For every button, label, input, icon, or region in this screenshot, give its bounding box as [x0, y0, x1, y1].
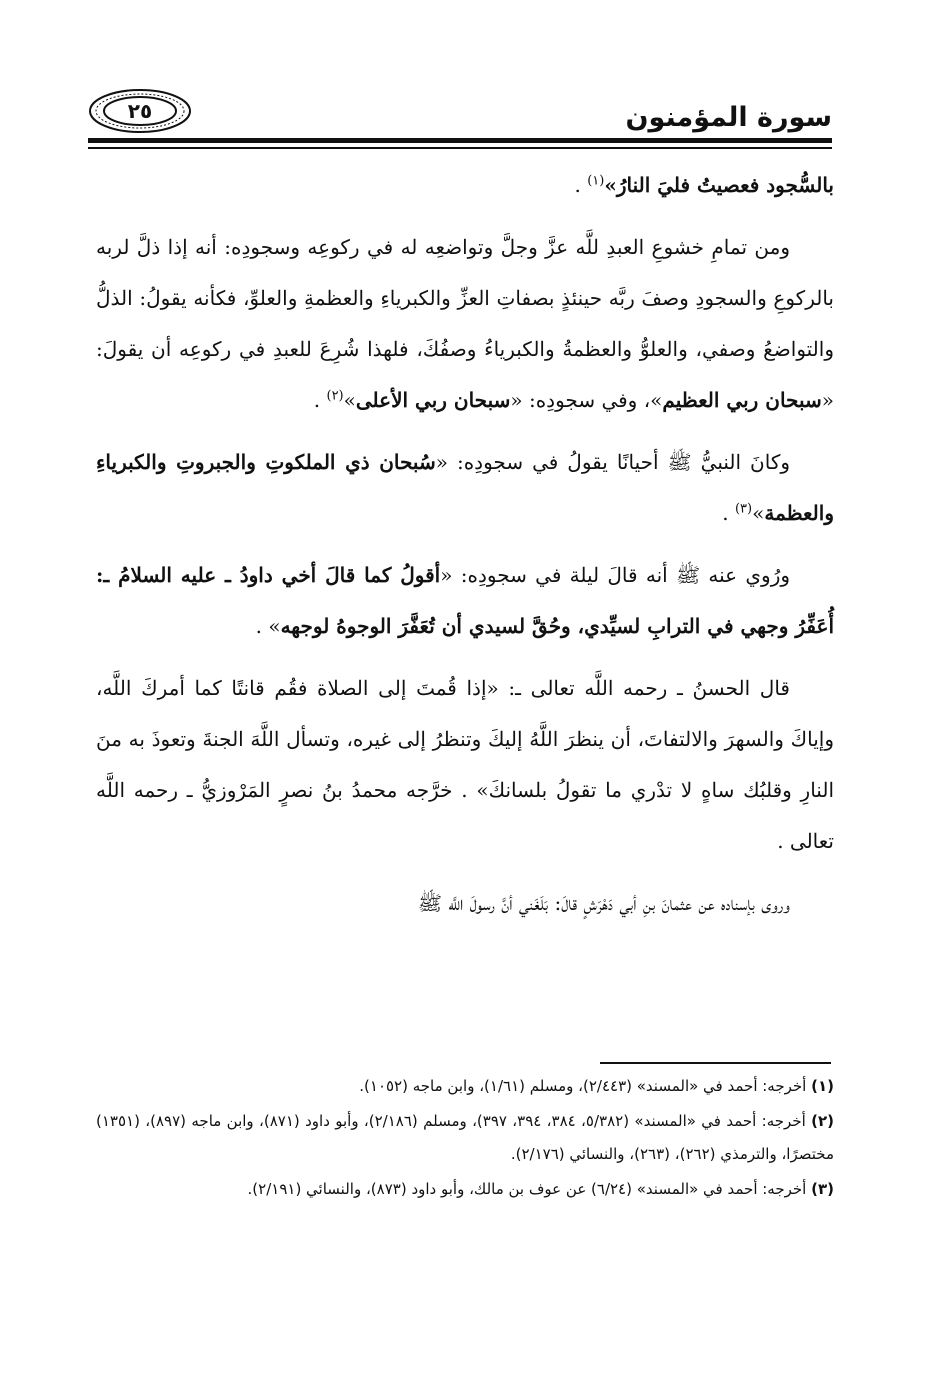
footnotes: [96, 1070, 834, 1208]
footnote-ref-3[interactable]: (٣): [734, 501, 753, 517]
paragraph-5: قال الحسنُ ـ رحمه اللَّه تعالى ـ: «إذا قُمتَ إلى الصلاة فقُم قانتًا كما أمركَ اللَّه، وإياكَ والسهرَ والالتفاتَ، أن ينظرَ اللَّهُ إليكَ وتنظرُ إلى غيره، وتسأل اللَّهَ الجنةَ وتعوذَ به منَ النارِ وقلبُك ساهٍ لا تدْري ما تقولُ بلسانكَ» . خرَّجه محمدُ بنُ نصرٍ المَرْوزيُّ ـ رحمه اللَّه تعالى .: [96, 676, 834, 853]
paragraph-2: [96, 222, 834, 426]
dhikr-quote: سبحان ربي الأعلى: [355, 388, 511, 412]
footnote-number: (٣): [811, 1180, 834, 1198]
dhikr-quote: سُبحان ذي الملكوتِ والجبروتِ والكبرياءِ والعظمة: [96, 450, 834, 525]
text-run: »: [752, 501, 765, 525]
text-run: ومن تمامِ خشوعِ العبدِ للَّه عزَّ وجلَّ وتواضعِه له في ركوعِه وسجودِه: أنه إذا ذلَّ لربه بالركوعِ والسجودِ وصفَ ربَّه حينئذٍ بصفاتِ العزِّ والكبرياءِ والعظمةِ والعلوِّ، فكأنه يقولُ: الذلُّ والتواضعُ وصفي، والعلوُّ والعظمةُ والكبرياءُ وصفُكَ، فلهذا شُرِعَ للعبدِ في ركوعِه أن يقولَ: «: [96, 235, 834, 412]
paragraph-6: وروى بإسناده عن عثمانَ بنِ أبي دَهْرَشٍ قالَ: بَلَغَني أنَّ رسولَ اللَّه ﷺ: [417, 891, 790, 915]
footnote: [96, 1105, 834, 1171]
paragraph-end: .: [722, 501, 735, 525]
paragraph-1: [96, 160, 834, 211]
footnote-ref-1[interactable]: (١): [587, 173, 605, 189]
text-run: » .: [255, 614, 281, 638]
text-run: وكانَ النبيُّ ﷺ أحيانًا يقولُ في سجودِه: «: [435, 450, 791, 474]
footnote-separator: [600, 1062, 831, 1064]
text-run: »: [343, 388, 356, 412]
paragraph-3: [96, 437, 834, 539]
surah-title: سورة المؤمنون: [625, 102, 832, 133]
footnote-text: أخرجه: أحمد في «المسند» (٦/٢٤) عن عوف بن مالك، وأبو داود (٨٧٣)، والنسائي (٢/١٩١).: [247, 1180, 807, 1198]
paragraph-end: .: [313, 388, 327, 412]
hadith-quote: بالسُّجود فعصيتُ فليَ النارُ»: [604, 173, 834, 197]
page-number-badge: [88, 88, 192, 134]
footnote-ref-2[interactable]: (٢): [326, 388, 344, 404]
footnote-text: أخرجه: أحمد في «المسند» (٥/٣٨٢، ٣٨٤، ٣٩٤، ٣٩٧)، ومسلم (٢/١٨٦)، وأبو داود (٨٧١)، وابن ماجه (٨٩٧)، (١٣٥١) مختصرًا، والترمذي (٢٦٢)، (٢٦٣)، والنسائي (٢/١٧٦).: [96, 1112, 834, 1163]
dhikr-quote: أقولُ كما قالَ أخي داودُ ـ عليه السلامُ ـ: أُعَفِّرُ وجهي في الترابِ لسيِّدي، وحُقَّ لسيدي أن تُعَفَّرَ الوجوهُ لوجهه: [96, 563, 834, 638]
footnote-text: أخرجه: أحمد في «المسند» (٢/٤٤٣)، ومسلم (١/٦١)، وابن ماجه (١٠٥٢).: [359, 1077, 807, 1095]
page-header: [88, 84, 832, 154]
header-rule-thin: [88, 147, 832, 149]
footnote: [96, 1070, 834, 1103]
footnote-number: (٢): [811, 1112, 834, 1130]
paragraph-end: .: [574, 173, 588, 197]
text-run: ورُوي عنه ﷺ أنه قالَ ليلة في سجودِه: «: [440, 563, 791, 587]
page-number: ٢٥: [127, 99, 153, 123]
header-rule-thick: [88, 138, 832, 143]
footnote-number: (١): [811, 1077, 834, 1095]
paragraph-4: [96, 550, 834, 652]
dhikr-quote: سبحان ربي العظيم: [662, 388, 822, 412]
footnote: [96, 1173, 834, 1206]
text-run: »، وفي سجودِه: «: [510, 388, 663, 412]
main-text: [96, 160, 834, 940]
